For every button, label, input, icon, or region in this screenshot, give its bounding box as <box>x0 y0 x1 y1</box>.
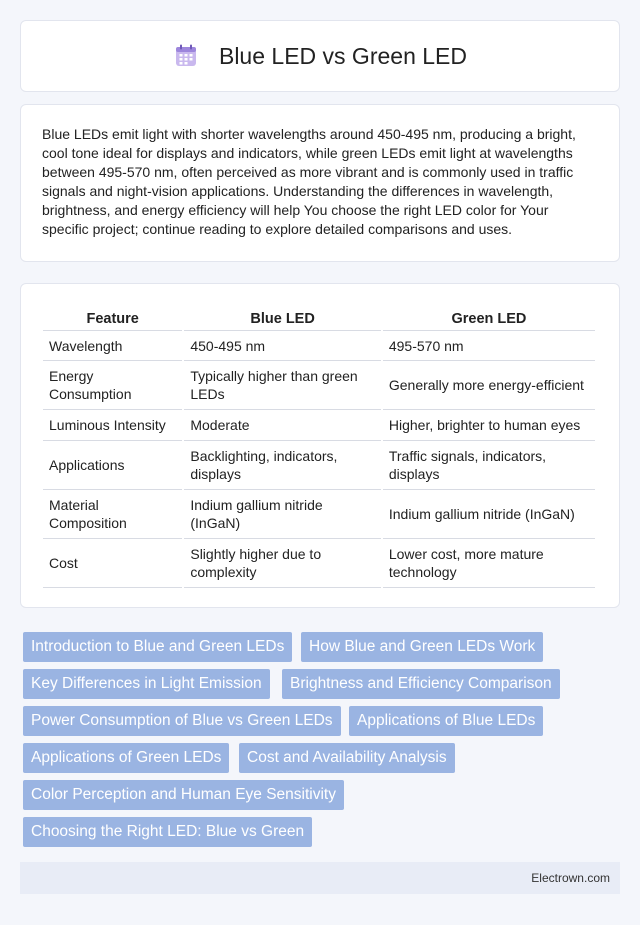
topic-tag-how-they-work[interactable]: How Blue and Green LEDs Work <box>301 632 543 662</box>
topic-tag-brightness-efficiency[interactable]: Brightness and Efficiency Comparison <box>282 669 560 699</box>
footer-brand[interactable]: Electrown.com <box>531 871 610 885</box>
title-card <box>20 20 620 92</box>
topic-tag-light-emission[interactable]: Key Differences in Light Emission <box>23 669 270 699</box>
topic-tag-blue-applications[interactable]: Applications of Blue LEDs <box>349 706 543 736</box>
row-feature: Cost <box>43 539 182 588</box>
row-green-value: 495-570 nm <box>383 331 595 361</box>
row-feature: Material Composition <box>43 490 182 539</box>
row-green-value: Lower cost, more mature technology <box>383 539 595 588</box>
table-row <box>43 539 595 588</box>
row-feature: Luminous Intensity <box>43 410 182 441</box>
table-row <box>43 490 595 539</box>
row-blue-value: Backlighting, indicators, displays <box>184 441 381 490</box>
row-green-value: Indium gallium nitride (InGaN) <box>383 490 595 539</box>
row-feature: Energy Consumption <box>43 361 182 410</box>
header-blue-led: Blue LED <box>184 304 381 331</box>
comparison-table <box>41 304 597 588</box>
intro-card <box>20 104 620 262</box>
topic-tag-green-applications[interactable]: Applications of Green LEDs <box>23 743 229 773</box>
table-row <box>43 441 595 490</box>
row-blue-value: 450-495 nm <box>184 331 381 361</box>
table-row <box>43 410 595 441</box>
table-row <box>43 361 595 410</box>
page-title: Blue LED vs Green LED <box>218 42 467 69</box>
topic-tag-power-consumption[interactable]: Power Consumption of Blue vs Green LEDs <box>23 706 341 736</box>
comparison-table-card <box>20 283 620 608</box>
row-blue-value: Indium gallium nitride (InGaN) <box>184 490 381 539</box>
topic-tag-color-perception[interactable]: Color Perception and Human Eye Sensitivity <box>23 780 344 810</box>
row-blue-value: Typically higher than green LEDs <box>184 361 381 410</box>
intro-paragraph: Blue LEDs emit light with shorter wavelengths around 450-495 nm, producing a bright, cool tone ideal for displays and indicators, while green LEDs emit light at wavelengths between 495-570 nm, often perceived as more vibrant and is commonly used in traffic signals and night-vision applications. Understanding the differences in wavelength, brightness, and energy efficiency will help You choose the right LED color for Your specific project; continue reading to explore detailed comparisons and uses. <box>42 126 576 237</box>
row-green-value: Higher, brighter to human eyes <box>383 410 595 441</box>
header-feature: Feature <box>43 304 182 331</box>
table-header-row <box>43 304 595 331</box>
row-feature: Applications <box>43 441 182 490</box>
topic-tag-choosing-led[interactable]: Choosing the Right LED: Blue vs Green <box>23 817 312 847</box>
row-green-value: Generally more energy-efficient <box>383 361 595 410</box>
footer <box>20 862 620 894</box>
header-green-led: Green LED <box>383 304 595 331</box>
row-blue-value: Moderate <box>184 410 381 441</box>
row-feature: Wavelength <box>43 331 182 361</box>
table-row <box>43 331 595 361</box>
row-blue-value: Slightly higher due to complexity <box>184 539 381 588</box>
row-green-value: Traffic signals, indicators, displays <box>383 441 595 490</box>
calendar-grid-icon <box>173 43 199 69</box>
topic-tag-introduction[interactable]: Introduction to Blue and Green LEDs <box>23 632 292 662</box>
topic-tag-cost-availability[interactable]: Cost and Availability Analysis <box>239 743 455 773</box>
